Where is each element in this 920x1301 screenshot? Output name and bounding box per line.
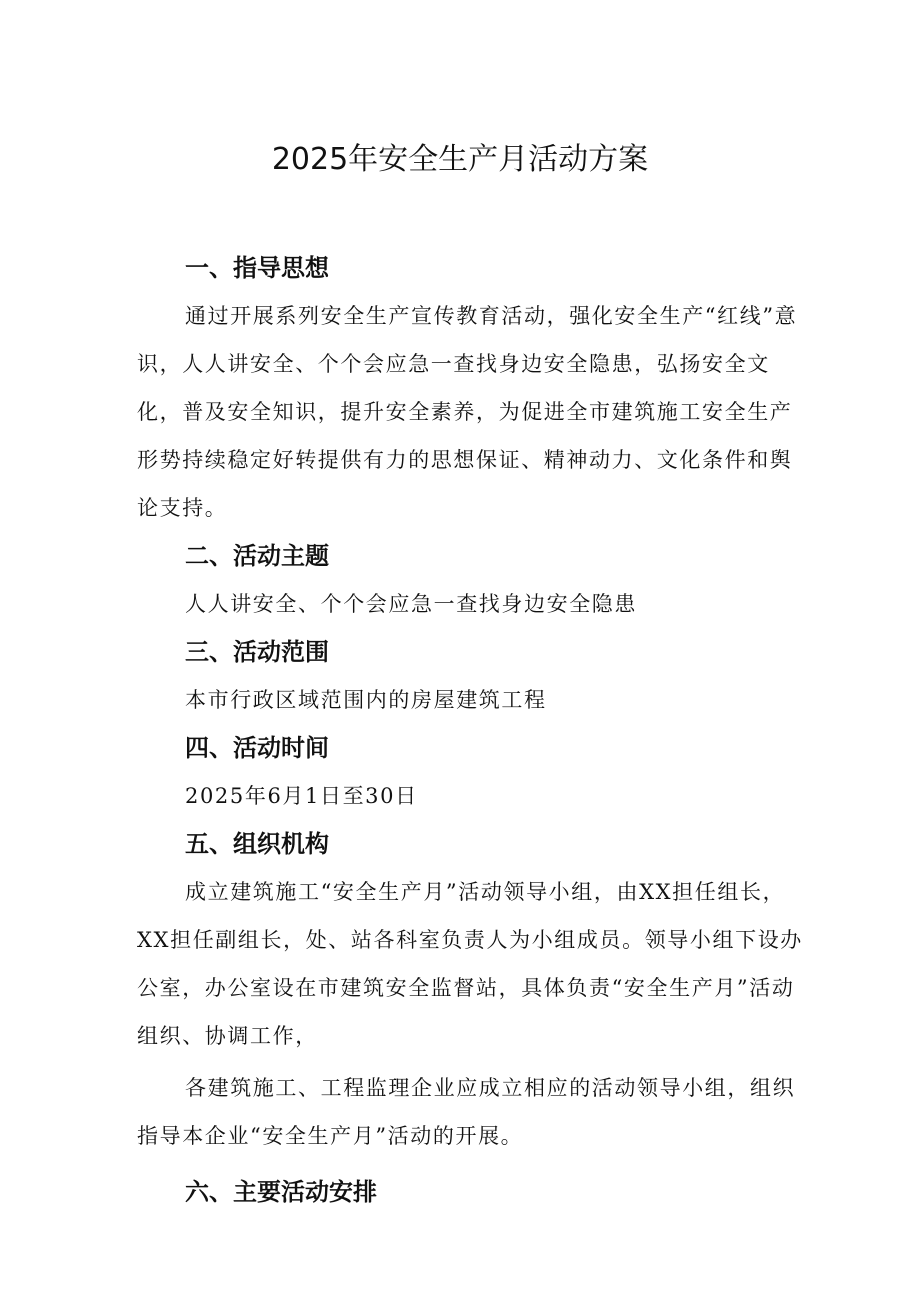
section-paragraph: 通过开展系列安全生产宣传教育活动，强化安全生产“红线”意识，人人讲安全、个个会应急一查找身边安全隐患，弘扬安全文化，普及安全知识，提升安全素养，为促进全市建筑施工安全生产形势持续稳定好转提供有力的思想保证、精神动力、文化条件和舆论支持。: [137, 304, 798, 520]
section-paragraph: 2025年6月1日至30日: [185, 784, 418, 808]
section-scope: [137, 628, 809, 724]
section-paragraph: 成立建筑施工“安全生产月”活动领导小组，由XX担任组长，XX担任副组长，处、站各科室负责人为小组成员。领导小组下设办公室，办公室设在市建筑安全监督站，具体负责“安全生产月”活动组织、协调工作，: [137, 880, 803, 1048]
section-organization: [137, 820, 809, 1160]
section-heading: 五、组织机构: [185, 830, 329, 858]
section-heading: 三、活动范围: [185, 638, 329, 666]
document-body: [137, 244, 809, 1216]
section-heading: 六、主要活动安排: [185, 1178, 377, 1206]
section-paragraph: 各建筑施工、工程监理企业应成立相应的活动领导小组，组织指导本企业“安全生产月”活动的开展。: [137, 1076, 796, 1148]
section-guiding-thought: [137, 244, 809, 532]
section-paragraph: 人人讲安全、个个会应急一查找身边安全隐患: [185, 592, 637, 616]
section-theme: [137, 532, 809, 628]
section-paragraph: 本市行政区域范围内的房屋建筑工程: [185, 688, 547, 712]
document-title: 2025年安全生产月活动方案: [271, 142, 649, 177]
section-time: [137, 724, 809, 820]
section-heading: 四、活动时间: [185, 734, 329, 762]
section-heading: 二、活动主题: [185, 542, 329, 570]
section-main-activities: [137, 1168, 809, 1216]
section-heading: 一、指导思想: [185, 254, 329, 282]
